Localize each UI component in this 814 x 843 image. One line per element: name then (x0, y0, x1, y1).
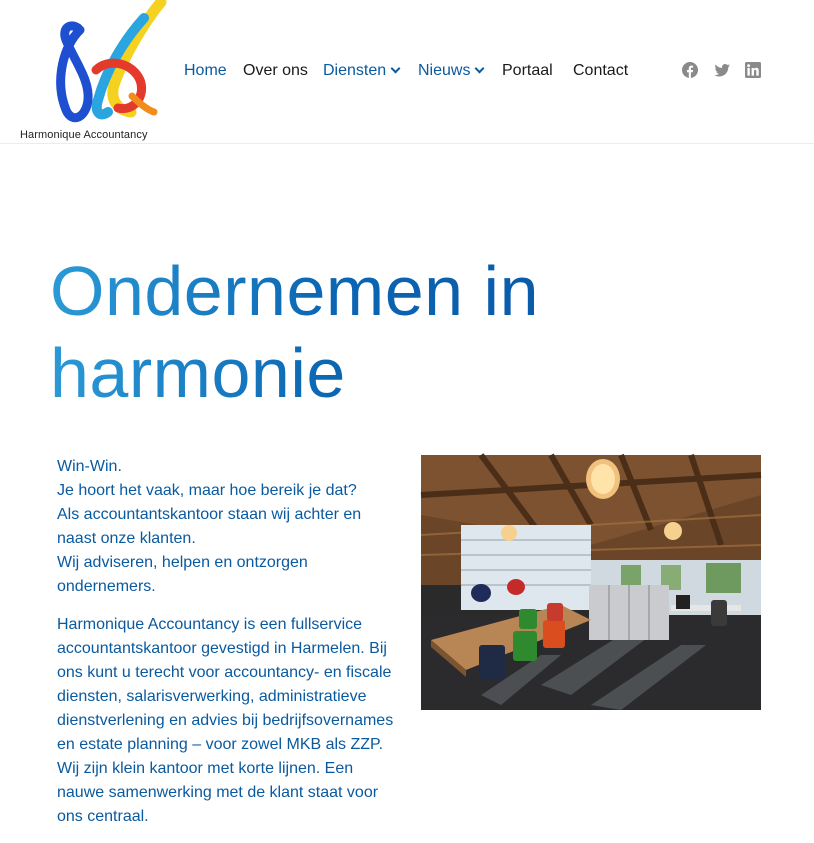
intro-line: Wij adviseren, helpen en ontzorgen ondernemers. (57, 554, 308, 595)
intro-paragraph-2: Harmonique Accountancy is een fullservice accountantskantoor gevestigd in Harmelen. Bij ons kunt u terecht voor accountancy- en fiscale diensten, salarisverwerking, administratieve dienstverlening en advies bij bedrijfsovernames en estate planning – voor zowel MKB als ZZP. Wij zijn klein kantoor met korte lijnen. Een nauwe samenwerking met de klant staat voor ons centraal. (57, 616, 394, 825)
site-header (0, 0, 814, 144)
chevron-down-icon (475, 64, 485, 74)
hero-title (50, 250, 670, 414)
nav-item-nieuws[interactable] (418, 60, 483, 82)
intro-line: Je hoort het vaak, maar hoe bereik je dat? (57, 482, 357, 499)
chevron-down-icon (391, 64, 401, 74)
nav-item-over-ons[interactable]: Over ons (243, 62, 308, 79)
logo-text: Harmonique Accountancy (20, 129, 148, 141)
intro-paragraph-1 (57, 455, 402, 599)
nav-item-contact[interactable]: Contact (573, 62, 629, 79)
office-photo (421, 455, 761, 710)
hero-title-line2: harmonie (50, 334, 346, 412)
linkedin-icon[interactable] (745, 62, 761, 78)
nav-item-diensten[interactable] (323, 60, 399, 82)
logo-mark-icon (36, 0, 166, 128)
facebook-icon[interactable] (682, 62, 698, 78)
nav-item-portaal[interactable]: Portaal (502, 62, 553, 79)
nav-item-diensten-label: Diensten (323, 62, 387, 79)
site-logo[interactable] (18, 0, 168, 144)
nav-item-home[interactable]: Home (184, 62, 227, 79)
intro-text (57, 455, 402, 843)
intro-line: Win-Win. (57, 458, 122, 475)
hero-title-line1: Ondernemen in (50, 252, 540, 330)
office-photo-illustration (421, 455, 761, 710)
intro-line: Als accountantskantoor staan wij achter en naast onze klanten. (57, 506, 362, 547)
twitter-icon[interactable] (714, 62, 730, 78)
nav-item-nieuws-label: Nieuws (418, 62, 471, 79)
